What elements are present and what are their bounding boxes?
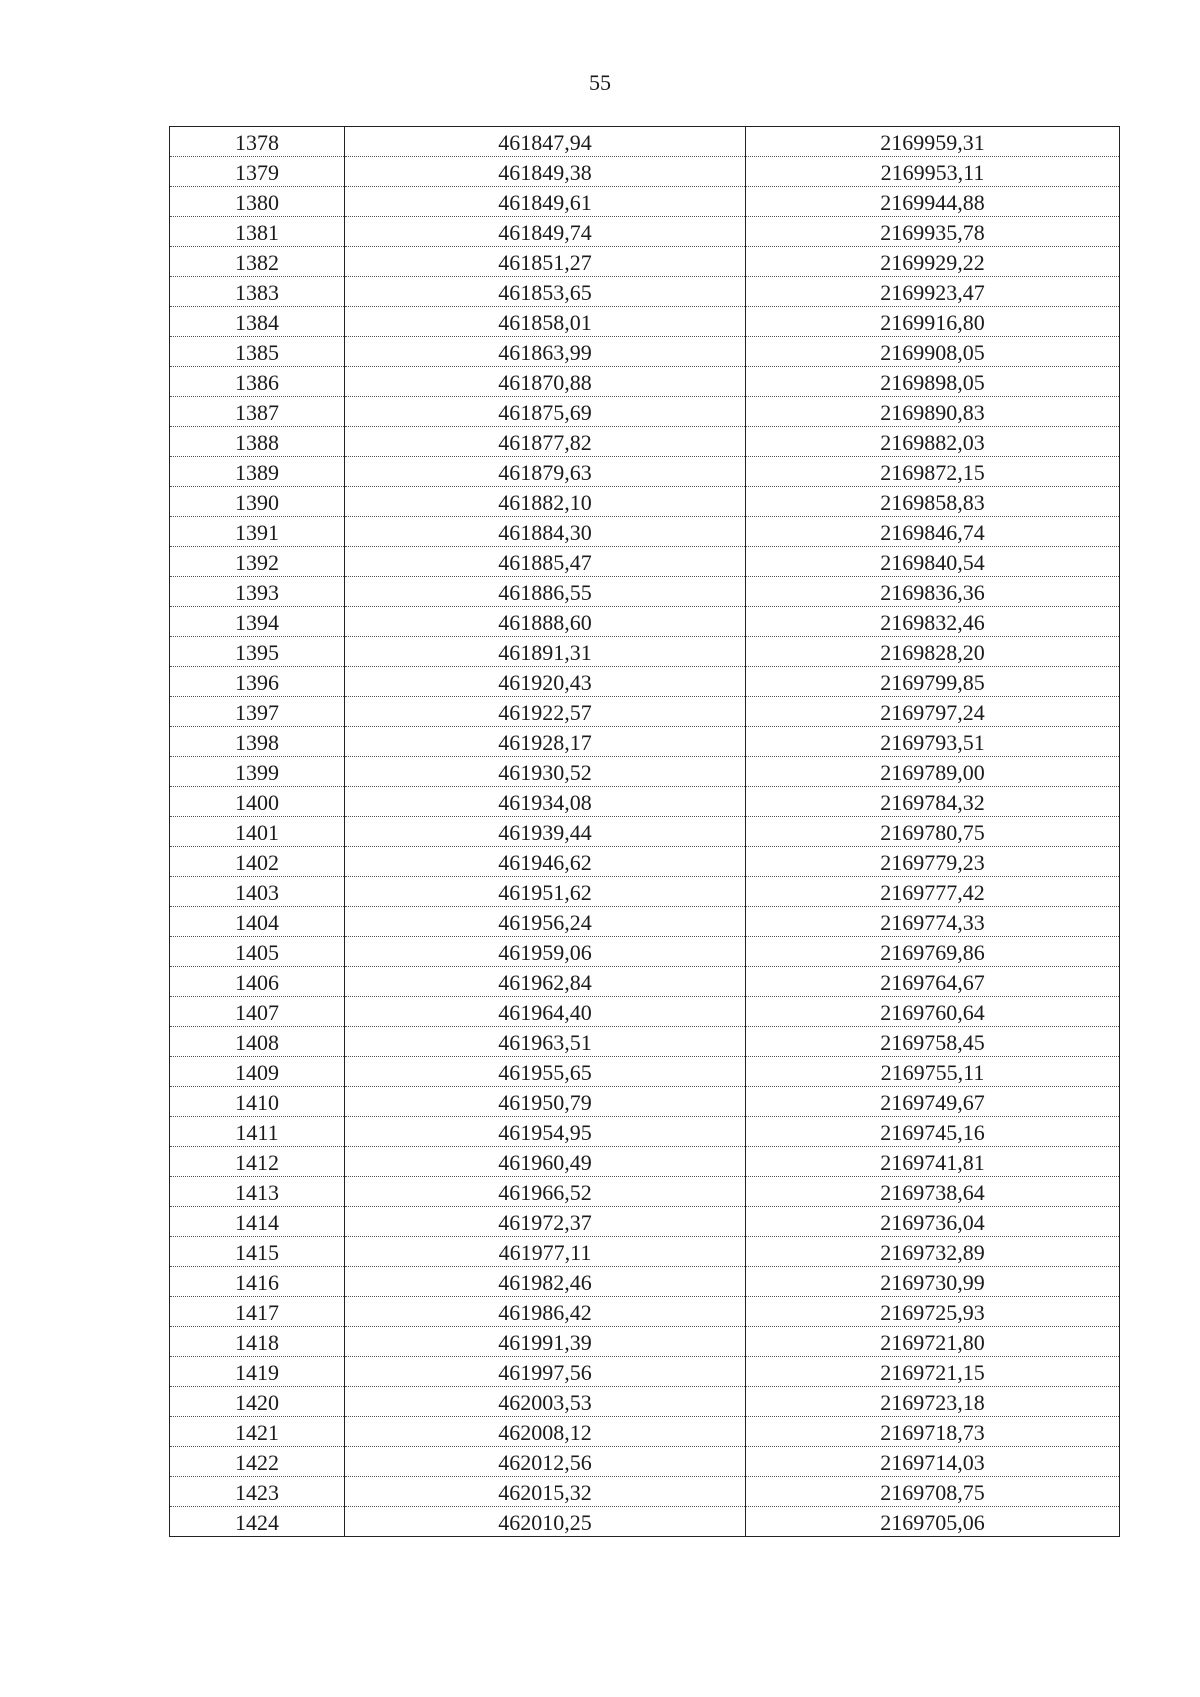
- point-number-cell: 1394: [170, 607, 345, 637]
- y-coordinate-cell: 2169705,06: [746, 1507, 1120, 1537]
- table-row: [170, 1177, 1120, 1207]
- x-coordinate-cell: 461934,08: [345, 787, 746, 817]
- x-coordinate-cell: 461851,27: [345, 247, 746, 277]
- y-coordinate-cell: 2169832,46: [746, 607, 1120, 637]
- point-number-cell: 1407: [170, 997, 345, 1027]
- x-coordinate-cell: 461997,56: [345, 1357, 746, 1387]
- y-coordinate-cell: 2169780,75: [746, 817, 1120, 847]
- point-number-cell: 1385: [170, 337, 345, 367]
- table-row: [170, 1147, 1120, 1177]
- y-coordinate-cell: 2169769,86: [746, 937, 1120, 967]
- x-coordinate-cell: 461951,62: [345, 877, 746, 907]
- table-row: [170, 1117, 1120, 1147]
- table-row: [170, 127, 1120, 157]
- table-row: [170, 817, 1120, 847]
- x-coordinate-cell: 462010,25: [345, 1507, 746, 1537]
- x-coordinate-cell: 461891,31: [345, 637, 746, 667]
- table-row: [170, 967, 1120, 997]
- x-coordinate-cell: 461870,88: [345, 367, 746, 397]
- point-number-cell: 1418: [170, 1327, 345, 1357]
- y-coordinate-cell: 2169760,64: [746, 997, 1120, 1027]
- y-coordinate-cell: 2169730,99: [746, 1267, 1120, 1297]
- table-row: [170, 847, 1120, 877]
- page-number: 55: [589, 70, 611, 95]
- x-coordinate-cell: 462012,56: [345, 1447, 746, 1477]
- x-coordinate-cell: 461853,65: [345, 277, 746, 307]
- y-coordinate-cell: 2169797,24: [746, 697, 1120, 727]
- point-number-cell: 1380: [170, 187, 345, 217]
- table-row: [170, 787, 1120, 817]
- x-coordinate-cell: 461939,44: [345, 817, 746, 847]
- table-row: [170, 757, 1120, 787]
- y-coordinate-cell: 2169929,22: [746, 247, 1120, 277]
- point-number-cell: 1422: [170, 1447, 345, 1477]
- y-coordinate-cell: 2169738,64: [746, 1177, 1120, 1207]
- y-coordinate-cell: 2169846,74: [746, 517, 1120, 547]
- table-row: [170, 247, 1120, 277]
- point-number-cell: 1384: [170, 307, 345, 337]
- y-coordinate-cell: 2169708,75: [746, 1477, 1120, 1507]
- table-row: [170, 1207, 1120, 1237]
- y-coordinate-cell: 2169784,32: [746, 787, 1120, 817]
- x-coordinate-cell: 461885,47: [345, 547, 746, 577]
- y-coordinate-cell: 2169882,03: [746, 427, 1120, 457]
- x-coordinate-cell: 461849,38: [345, 157, 746, 187]
- point-number-cell: 1412: [170, 1147, 345, 1177]
- y-coordinate-cell: 2169764,67: [746, 967, 1120, 997]
- y-coordinate-cell: 2169749,67: [746, 1087, 1120, 1117]
- point-number-cell: 1411: [170, 1117, 345, 1147]
- point-number-cell: 1403: [170, 877, 345, 907]
- table-row: [170, 217, 1120, 247]
- point-number-cell: 1410: [170, 1087, 345, 1117]
- table-row: [170, 1387, 1120, 1417]
- x-coordinate-cell: 461972,37: [345, 1207, 746, 1237]
- point-number-cell: 1388: [170, 427, 345, 457]
- x-coordinate-cell: 461955,65: [345, 1057, 746, 1087]
- table-row: [170, 937, 1120, 967]
- x-coordinate-cell: 461963,51: [345, 1027, 746, 1057]
- y-coordinate-cell: 2169789,00: [746, 757, 1120, 787]
- table-row: [170, 517, 1120, 547]
- x-coordinate-cell: 461982,46: [345, 1267, 746, 1297]
- point-number-cell: 1383: [170, 277, 345, 307]
- y-coordinate-cell: 2169777,42: [746, 877, 1120, 907]
- point-number-cell: 1391: [170, 517, 345, 547]
- point-number-cell: 1415: [170, 1237, 345, 1267]
- point-number-cell: 1387: [170, 397, 345, 427]
- y-coordinate-cell: 2169872,15: [746, 457, 1120, 487]
- table-row: [170, 877, 1120, 907]
- y-coordinate-cell: 2169741,81: [746, 1147, 1120, 1177]
- y-coordinate-cell: 2169736,04: [746, 1207, 1120, 1237]
- table-row: [170, 1477, 1120, 1507]
- point-number-cell: 1404: [170, 907, 345, 937]
- x-coordinate-cell: 461877,82: [345, 427, 746, 457]
- point-number-cell: 1408: [170, 1027, 345, 1057]
- x-coordinate-cell: 461875,69: [345, 397, 746, 427]
- point-number-cell: 1395: [170, 637, 345, 667]
- y-coordinate-cell: 2169908,05: [746, 337, 1120, 367]
- table-row: [170, 157, 1120, 187]
- x-coordinate-cell: 461847,94: [345, 127, 746, 157]
- x-coordinate-cell: 461986,42: [345, 1297, 746, 1327]
- point-number-cell: 1400: [170, 787, 345, 817]
- point-number-cell: 1396: [170, 667, 345, 697]
- table-row: [170, 1087, 1120, 1117]
- y-coordinate-cell: 2169721,15: [746, 1357, 1120, 1387]
- point-number-cell: 1423: [170, 1477, 345, 1507]
- y-coordinate-cell: 2169828,20: [746, 637, 1120, 667]
- point-number-cell: 1419: [170, 1357, 345, 1387]
- point-number-cell: 1416: [170, 1267, 345, 1297]
- point-number-cell: 1379: [170, 157, 345, 187]
- point-number-cell: 1402: [170, 847, 345, 877]
- coordinates-table-body: [170, 127, 1120, 1537]
- x-coordinate-cell: 462015,32: [345, 1477, 746, 1507]
- table-row: [170, 427, 1120, 457]
- point-number-cell: 1420: [170, 1387, 345, 1417]
- table-row: [170, 187, 1120, 217]
- x-coordinate-cell: 461950,79: [345, 1087, 746, 1117]
- x-coordinate-cell: 461884,30: [345, 517, 746, 547]
- point-number-cell: 1378: [170, 127, 345, 157]
- x-coordinate-cell: 461888,60: [345, 607, 746, 637]
- point-number-cell: 1390: [170, 487, 345, 517]
- y-coordinate-cell: 2169745,16: [746, 1117, 1120, 1147]
- table-row: [170, 1237, 1120, 1267]
- point-number-cell: 1392: [170, 547, 345, 577]
- table-row: [170, 367, 1120, 397]
- point-number-cell: 1409: [170, 1057, 345, 1087]
- x-coordinate-cell: 461966,52: [345, 1177, 746, 1207]
- y-coordinate-cell: 2169725,93: [746, 1297, 1120, 1327]
- table-row: [170, 1357, 1120, 1387]
- x-coordinate-cell: 461977,11: [345, 1237, 746, 1267]
- table-row: [170, 997, 1120, 1027]
- point-number-cell: 1417: [170, 1297, 345, 1327]
- y-coordinate-cell: 2169755,11: [746, 1057, 1120, 1087]
- y-coordinate-cell: 2169714,03: [746, 1447, 1120, 1477]
- table-row: [170, 1447, 1120, 1477]
- y-coordinate-cell: 2169793,51: [746, 727, 1120, 757]
- y-coordinate-cell: 2169732,89: [746, 1237, 1120, 1267]
- x-coordinate-cell: 461849,61: [345, 187, 746, 217]
- point-number-cell: 1401: [170, 817, 345, 847]
- point-number-cell: 1382: [170, 247, 345, 277]
- point-number-cell: 1381: [170, 217, 345, 247]
- x-coordinate-cell: 461849,74: [345, 217, 746, 247]
- table-row: [170, 487, 1120, 517]
- x-coordinate-cell: 461920,43: [345, 667, 746, 697]
- x-coordinate-cell: 461991,39: [345, 1327, 746, 1357]
- point-number-cell: 1406: [170, 967, 345, 997]
- point-number-cell: 1421: [170, 1417, 345, 1447]
- table-row: [170, 1267, 1120, 1297]
- x-coordinate-cell: 461946,62: [345, 847, 746, 877]
- y-coordinate-cell: 2169890,83: [746, 397, 1120, 427]
- table-row: [170, 397, 1120, 427]
- x-coordinate-cell: 461928,17: [345, 727, 746, 757]
- x-coordinate-cell: 461959,06: [345, 937, 746, 967]
- table-row: [170, 1507, 1120, 1537]
- table-row: [170, 607, 1120, 637]
- x-coordinate-cell: 461954,95: [345, 1117, 746, 1147]
- x-coordinate-cell: 462003,53: [345, 1387, 746, 1417]
- y-coordinate-cell: 2169935,78: [746, 217, 1120, 247]
- table-row: [170, 577, 1120, 607]
- point-number-cell: 1414: [170, 1207, 345, 1237]
- point-number-cell: 1405: [170, 937, 345, 967]
- y-coordinate-cell: 2169916,80: [746, 307, 1120, 337]
- y-coordinate-cell: 2169898,05: [746, 367, 1120, 397]
- table-row: [170, 1417, 1120, 1447]
- y-coordinate-cell: 2169840,54: [746, 547, 1120, 577]
- y-coordinate-cell: 2169718,73: [746, 1417, 1120, 1447]
- table-row: [170, 337, 1120, 367]
- y-coordinate-cell: 2169858,83: [746, 487, 1120, 517]
- y-coordinate-cell: 2169758,45: [746, 1027, 1120, 1057]
- table-row: [170, 1027, 1120, 1057]
- x-coordinate-cell: 461960,49: [345, 1147, 746, 1177]
- table-row: [170, 907, 1120, 937]
- y-coordinate-cell: 2169836,36: [746, 577, 1120, 607]
- point-number-cell: 1424: [170, 1507, 345, 1537]
- y-coordinate-cell: 2169774,33: [746, 907, 1120, 937]
- coordinates-table: [169, 126, 1120, 1537]
- y-coordinate-cell: 2169953,11: [746, 157, 1120, 187]
- x-coordinate-cell: 461882,10: [345, 487, 746, 517]
- table-row: [170, 727, 1120, 757]
- point-number-cell: 1399: [170, 757, 345, 787]
- x-coordinate-cell: 461886,55: [345, 577, 746, 607]
- y-coordinate-cell: 2169779,23: [746, 847, 1120, 877]
- table-row: [170, 307, 1120, 337]
- x-coordinate-cell: 461964,40: [345, 997, 746, 1027]
- x-coordinate-cell: 462008,12: [345, 1417, 746, 1447]
- table-row: [170, 547, 1120, 577]
- y-coordinate-cell: 2169723,18: [746, 1387, 1120, 1417]
- x-coordinate-cell: 461879,63: [345, 457, 746, 487]
- x-coordinate-cell: 461922,57: [345, 697, 746, 727]
- table-row: [170, 1057, 1120, 1087]
- table-row: [170, 457, 1120, 487]
- x-coordinate-cell: 461863,99: [345, 337, 746, 367]
- x-coordinate-cell: 461956,24: [345, 907, 746, 937]
- y-coordinate-cell: 2169944,88: [746, 187, 1120, 217]
- x-coordinate-cell: 461858,01: [345, 307, 746, 337]
- x-coordinate-cell: 461930,52: [345, 757, 746, 787]
- point-number-cell: 1413: [170, 1177, 345, 1207]
- y-coordinate-cell: 2169923,47: [746, 277, 1120, 307]
- y-coordinate-cell: 2169721,80: [746, 1327, 1120, 1357]
- point-number-cell: 1398: [170, 727, 345, 757]
- table-row: [170, 637, 1120, 667]
- table-row: [170, 667, 1120, 697]
- point-number-cell: 1389: [170, 457, 345, 487]
- table-row: [170, 277, 1120, 307]
- point-number-cell: 1386: [170, 367, 345, 397]
- table-row: [170, 697, 1120, 727]
- y-coordinate-cell: 2169799,85: [746, 667, 1120, 697]
- table-row: [170, 1327, 1120, 1357]
- y-coordinate-cell: 2169959,31: [746, 127, 1120, 157]
- point-number-cell: 1393: [170, 577, 345, 607]
- x-coordinate-cell: 461962,84: [345, 967, 746, 997]
- table-row: [170, 1297, 1120, 1327]
- point-number-cell: 1397: [170, 697, 345, 727]
